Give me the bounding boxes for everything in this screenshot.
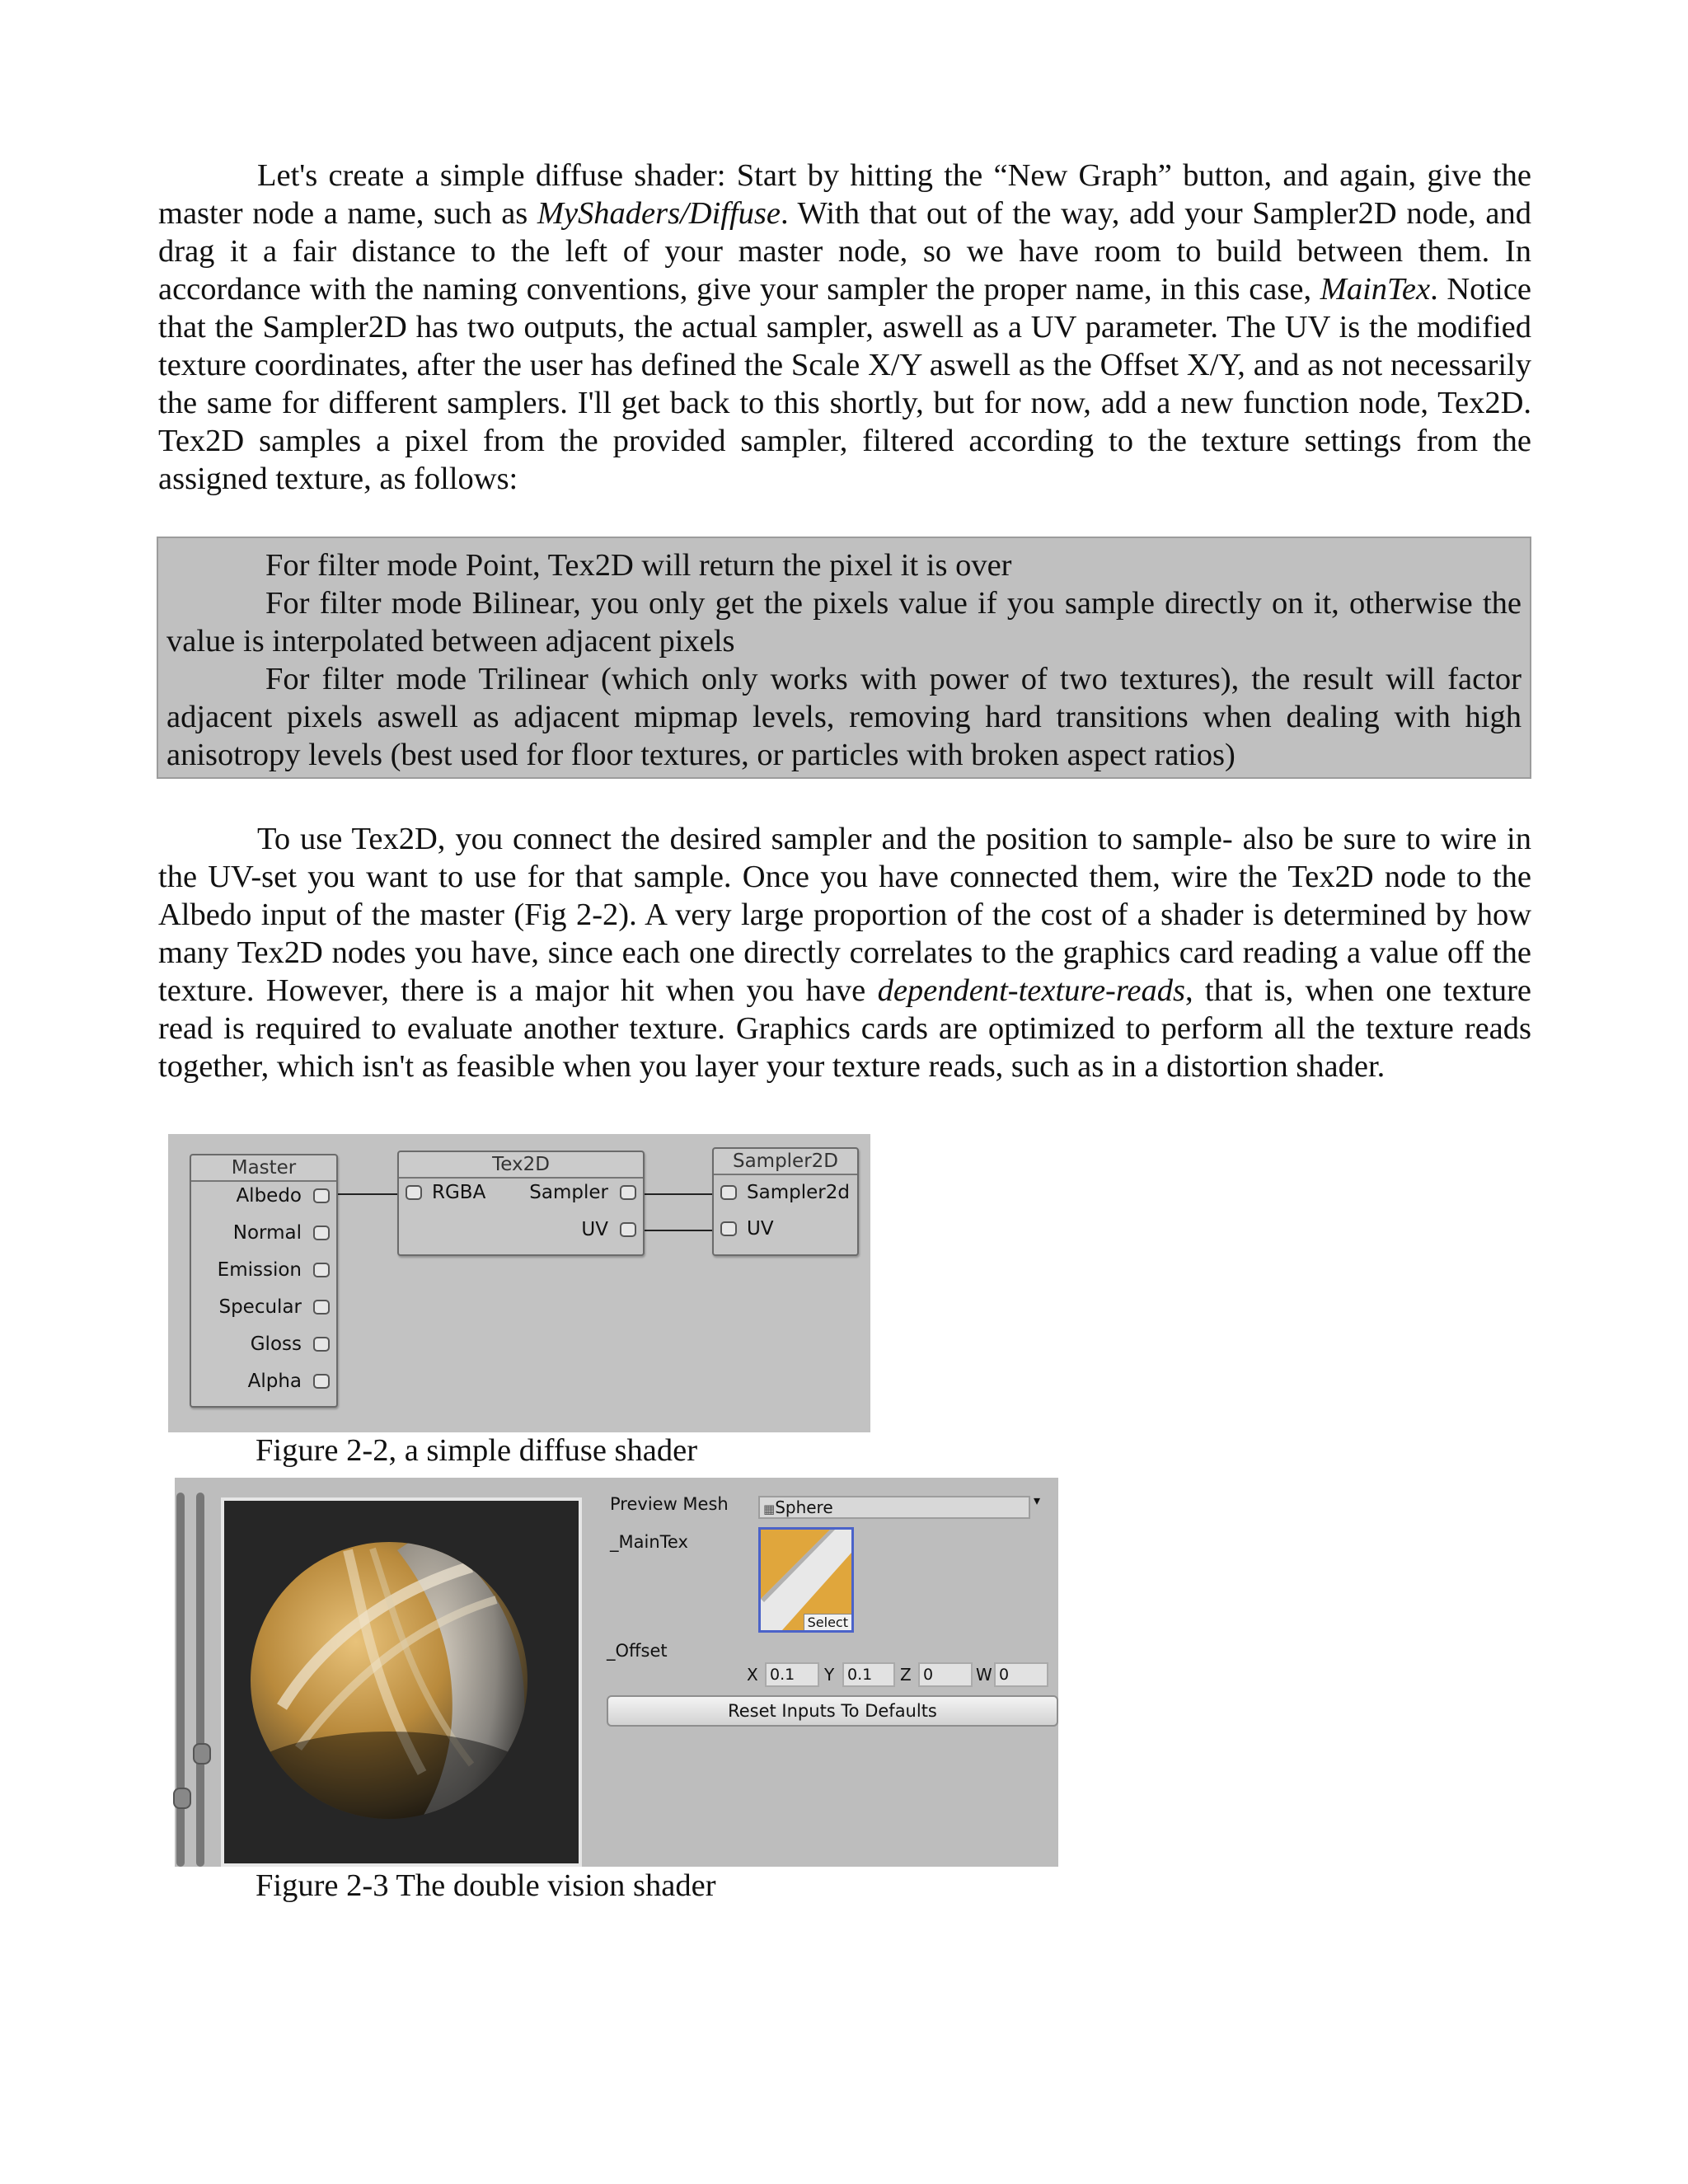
tex2d-output-rgba: RGBA <box>432 1182 486 1203</box>
callout-item: For filter mode Trilinear (which only works with power of two textures), the result will factor adjacent pixels aswell as adjacent mipmap levels, removing hard transitions when dealing with high anisotropy levels (best used for floor textures, or particles with broken aspect ratios) <box>166 662 1522 772</box>
master-input-emission: Emission <box>217 1259 302 1281</box>
socket-sampler2d-uv[interactable] <box>720 1221 737 1236</box>
paragraph-text: , that is, when one texture read is required to evaluate another texture. Graphics cards are optimized to perform all the texture reads together, which isn't as feasible when you layer your texture reads, such as in a distortion shader. <box>158 973 1531 1084</box>
shader-name-emphasis: MyShaders/Diffuse <box>537 196 781 231</box>
paragraph-text: . Notice that the Sampler2D has two outputs, the actual sampler, aswell as a UV parameter. The UV is the modified texture coordinates, after the user has defined the Scale X/Y aswell as the Offset X/Y, and as not necessarily the same for different samplers. I'll get back to this shortly, but for now, add a new function node, Tex2D. Tex2D samples a pixel from the provided sampler, filtered according to the texture settings from the assigned texture, as follows: <box>158 272 1531 496</box>
term-emphasis: dependent-texture-reads <box>877 973 1186 1008</box>
master-input-albedo: Albedo <box>236 1185 302 1207</box>
socket-tex2d-sampler[interactable] <box>620 1185 636 1200</box>
slider-knob[interactable] <box>193 1743 211 1765</box>
right-slider-rail[interactable] <box>196 1493 204 1867</box>
figure-2-2-caption: Figure 2-2, a simple diffuse shader <box>256 1433 698 1468</box>
socket-emission[interactable] <box>313 1263 330 1277</box>
preview-viewport[interactable] <box>221 1497 582 1867</box>
tex2d-node-title: Tex2D <box>399 1152 643 1179</box>
socket-rgba[interactable] <box>406 1185 422 1200</box>
socket-gloss[interactable] <box>313 1337 330 1352</box>
left-slider-rail[interactable] <box>176 1493 185 1867</box>
offset-label: _Offset <box>607 1641 668 1661</box>
master-input-specular: Specular <box>218 1296 302 1318</box>
tex2d-node[interactable] <box>397 1151 645 1256</box>
socket-normal[interactable] <box>313 1226 330 1240</box>
offset-y-field[interactable]: 0.1 <box>842 1662 895 1687</box>
callout-item: For filter mode Point, Tex2D will return the pixel it is over <box>265 548 1012 583</box>
preview-mesh-label: Preview Mesh <box>610 1494 729 1514</box>
offset-x-label: X <box>747 1665 758 1685</box>
sampler2d-node[interactable] <box>712 1147 859 1256</box>
figure-2-3-caption: Figure 2-3 The double vision shader <box>256 1868 716 1903</box>
offset-y-label: Y <box>824 1665 835 1685</box>
preview-sphere <box>224 1501 579 1863</box>
chevron-down-icon[interactable]: ▾ <box>1034 1493 1041 1508</box>
paragraph-text: To use Tex2D, you connect the desired sampler and the position to sample- also be sure to wire in the UV-set you want to use for that sample. Once you have connected them, wire the Tex2D node to the Albedo input of the master (Fig 2-2). A very large proportion of the cost of a shader is determined by how many Tex2D nodes you have, since each one directly correlates to the graphics card reading a value off the texture. However, there is a major hit when you have <box>158 822 1531 1008</box>
sampler2d-output-sampler: Sampler2d <box>747 1182 850 1203</box>
socket-sampler2d[interactable] <box>720 1185 737 1200</box>
reset-inputs-button[interactable]: Reset Inputs To Defaults <box>607 1695 1058 1727</box>
sampler-name-emphasis: MainTex <box>1320 272 1431 307</box>
paragraph-text: Let's create a simple diffuse shader: Start by hitting the “New Graph” button, and again, give the master node a name, such as <box>158 158 1531 231</box>
master-node[interactable] <box>190 1154 338 1408</box>
socket-alpha[interactable] <box>313 1374 330 1389</box>
master-input-gloss: Gloss <box>250 1333 302 1355</box>
socket-tex2d-uv[interactable] <box>620 1222 636 1237</box>
master-node-title: Master <box>191 1155 336 1182</box>
sampler2d-node-title: Sampler2D <box>714 1149 857 1175</box>
tex2d-input-sampler: Sampler <box>529 1182 608 1203</box>
body-paragraph-2 <box>158 820 1531 1085</box>
sphere-shadow <box>224 1732 554 1863</box>
offset-w-field[interactable]: 0 <box>994 1662 1048 1687</box>
shader-inspector-figure <box>175 1478 1058 1867</box>
maintex-label: _MainTex <box>610 1532 688 1552</box>
offset-w-label: W <box>976 1665 992 1685</box>
paragraph-text: . With that out of the way, add your Sampler2D node, and drag it a fair distance to the left of your master node, so we have room to build between them. In accordance with the naming conventions, give your sampler the proper name, in this case, <box>158 196 1531 307</box>
tex2d-input-uv: UV <box>581 1219 608 1240</box>
node-graph-figure <box>168 1134 870 1432</box>
callout-item: For filter mode Bilinear, you only get the pixels value if you sample directly on it, otherwise the value is interpolated between adjacent pixels <box>166 586 1522 658</box>
master-input-normal: Normal <box>232 1222 302 1244</box>
preview-mesh-dropdown[interactable]: ▦Sphere <box>758 1496 1030 1519</box>
slider-knob[interactable] <box>173 1788 191 1809</box>
socket-albedo[interactable] <box>313 1188 330 1203</box>
maintex-thumbnail[interactable] <box>758 1527 854 1633</box>
body-paragraph-1 <box>158 157 1531 498</box>
select-texture-button[interactable]: Select <box>804 1614 851 1630</box>
sampler2d-output-uv: UV <box>747 1218 774 1240</box>
socket-specular[interactable] <box>313 1300 330 1315</box>
mesh-grid-icon: ▦ <box>763 1502 776 1516</box>
master-input-alpha: Alpha <box>247 1371 302 1392</box>
offset-x-field[interactable]: 0.1 <box>765 1662 819 1687</box>
offset-z-label: Z <box>900 1665 912 1685</box>
offset-z-field[interactable]: 0 <box>918 1662 973 1687</box>
filter-mode-callout <box>157 537 1531 779</box>
